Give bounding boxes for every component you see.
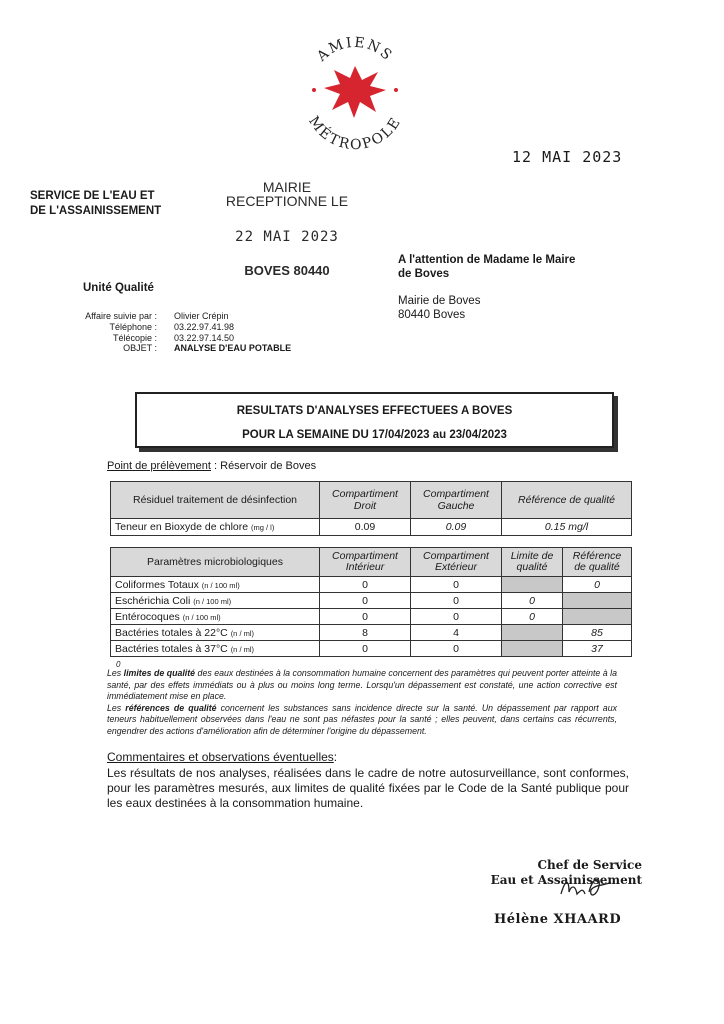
logo-bottom-text: MÉTROPOLE	[305, 113, 405, 154]
value-limit: 0	[502, 593, 563, 609]
stamp-line2: RECEPTIONNE LE	[225, 193, 349, 209]
microbiology-table	[110, 547, 632, 657]
attention-block	[398, 253, 575, 281]
attention-line1: A l'attention de Madame le Maire	[398, 254, 576, 266]
param-name: Bactéries totales à 22°C	[115, 626, 228, 639]
param-name: Coliformes Totaux	[115, 578, 199, 591]
comments-text: Les résultats de nos analyses, réalisées dans le cadre de notre autosurveillance, sont conformes, pour les paramètres mesurés, aux limites de qualité fixées par le Code de la Santé publique pour les eaux destinées à la consommation humaine.	[107, 766, 629, 810]
value-limit	[502, 641, 563, 657]
t2-header-interior: Compartiment Intérieur	[320, 548, 411, 577]
meta-value: Olivier Crépin	[174, 311, 229, 321]
received-date-stamp: 12 MAI 2023	[512, 148, 623, 166]
value-ref	[563, 593, 632, 609]
t1-param	[111, 519, 320, 536]
t1-value-right: 0.09	[320, 519, 411, 536]
note-references	[107, 703, 617, 738]
value-ref: 0	[563, 577, 632, 593]
value-exterior: 0	[411, 641, 502, 657]
disinfection-table	[110, 481, 632, 536]
param-name: Teneur en Bioxyde de chlore	[115, 521, 249, 533]
value-exterior: 4	[411, 625, 502, 641]
t1-header-param: Résiduel traitement de désinfection	[111, 482, 320, 519]
note2-term: références de qualité	[125, 702, 217, 713]
logo-dot-right	[394, 88, 398, 92]
zero-footnote-mark: 0	[116, 660, 121, 669]
meta-key: OBJET :	[123, 343, 157, 354]
logo-dot-left	[312, 88, 316, 92]
meta-row	[40, 311, 291, 322]
t2-header-ref: Référence de qualité	[563, 548, 632, 577]
param-unit: (n / ml)	[230, 628, 255, 638]
meta-value: ANALYSE D'EAU POTABLE	[174, 343, 292, 354]
t1-header-left: Compartiment Gauche	[411, 482, 502, 519]
value-ref: 85	[563, 625, 632, 641]
note2-prefix: Les	[107, 702, 126, 713]
svg-text:MÉTROPOLE	[305, 114, 404, 154]
value-exterior: 0	[411, 593, 502, 609]
param-unit: (mg / l)	[251, 523, 275, 532]
value-ref: 37	[563, 641, 632, 657]
note1-term: limites de qualité	[123, 668, 196, 678]
amiens-metropole-logo	[290, 28, 420, 158]
signatory-name: Hélène XHAARD	[494, 912, 622, 927]
t2-param	[111, 641, 320, 657]
t1-header-right: Compartiment Droit	[320, 482, 411, 519]
handwritten-signature-icon	[555, 872, 615, 904]
t2-header-limit: Limite de qualité	[502, 548, 563, 577]
param-unit: (n / 100 ml)	[182, 612, 221, 622]
value-ref	[563, 609, 632, 625]
meta-key: Téléphone :	[109, 321, 157, 332]
value-exterior: 0	[411, 577, 502, 593]
stamp-town: BOVES 80440	[244, 263, 330, 278]
value-interior: 0	[320, 641, 411, 657]
stamp-line1: MAIRIE	[262, 179, 312, 195]
t2-param	[111, 593, 320, 609]
note2-text: concernent les substances sans incidence directe sur la santé. Un dépassement par rapport aux teneurs habituellement observées dans l'eau ne sont pas néfastes pour la santé ; elles peuvent, dans certains cas récurrents, engendrer des actions d'amélioration afin de déterminer l'origine du dépassement.	[107, 702, 617, 736]
table-row	[111, 577, 632, 593]
signature-line1: Chef de Service	[537, 858, 642, 872]
angel-emblem-icon	[324, 66, 386, 118]
service-line1: SERVICE DE L'EAU ET	[30, 190, 155, 202]
table-row	[111, 609, 632, 625]
param-unit: (n / ml)	[230, 644, 255, 654]
results-title-box	[135, 392, 614, 448]
address-line2: 80440 Boves	[398, 309, 466, 321]
mairie-stamp	[212, 180, 362, 278]
value-interior: 0	[320, 593, 411, 609]
stamp-date: 22 MAI 2023	[235, 229, 339, 245]
comments-title-suffix: :	[333, 750, 338, 764]
attention-line2: de Boves	[398, 268, 450, 280]
service-line2: DE L'ASSAINISSEMENT	[30, 205, 162, 217]
t2-param	[111, 577, 320, 593]
meta-block	[40, 311, 291, 354]
note1-text: des eaux destinées à la consommation humaine concernent des paramètres qui peuvent porter atteinte à la santé, par des effets immédiats ou à plus ou moins long terme. Lorsqu'un dépassement est constaté, une action corrective est immédiatement mise en place.	[107, 668, 617, 701]
param-unit: (n / 100 ml)	[193, 596, 232, 606]
param-unit: (n / 100 ml)	[201, 580, 240, 590]
table-row	[111, 593, 632, 609]
meta-value: 03.22.97.14.50	[174, 332, 235, 343]
sampling-point-label: Point de prélèvement	[107, 460, 211, 472]
t2-header-exterior: Compartiment Extérieur	[411, 548, 502, 577]
t1-header-ref: Référence de qualité	[502, 482, 632, 519]
meta-row	[40, 333, 291, 344]
t1-value-left: 0.09	[411, 519, 502, 536]
recipient-address	[398, 294, 480, 322]
svg-text:AMIENS	[313, 35, 396, 66]
service-name	[30, 189, 161, 219]
sampling-point-value: : Réservoir de Boves	[210, 460, 317, 472]
param-name: Entérocoques	[115, 610, 180, 623]
t2-param	[111, 609, 320, 625]
meta-key: Affaire suivie par :	[85, 311, 157, 321]
address-line1: Mairie de Boves	[398, 295, 481, 307]
table-row	[111, 519, 632, 536]
value-interior: 8	[320, 625, 411, 641]
table-row	[111, 625, 632, 641]
meta-row	[40, 343, 291, 354]
comments-title-text: Commentaires et observations éventuelles	[107, 750, 334, 764]
t2-header-param: Paramètres microbiologiques	[111, 548, 320, 577]
quality-notes	[107, 668, 617, 737]
title-line2: POUR LA SEMAINE DU 17/04/2023 au 23/04/2023	[242, 429, 507, 441]
value-limit: 0	[502, 609, 563, 625]
signature-line2: Eau et Assainissement	[490, 873, 642, 887]
param-name: Eschérichia Coli	[115, 594, 191, 607]
value-exterior: 0	[411, 609, 502, 625]
title-line1: RESULTATS D'ANALYSES EFFECTUEES A BOVES	[236, 405, 513, 417]
value-limit	[502, 625, 563, 641]
note1-prefix: Les	[107, 668, 124, 678]
meta-key: Télécopie :	[112, 332, 157, 343]
logo-top-text: AMIENS	[314, 34, 396, 65]
param-name: Bactéries totales à 37°C	[115, 642, 228, 655]
value-interior: 0	[320, 577, 411, 593]
sampling-point	[107, 460, 316, 472]
unite-qualite: Unité Qualité	[83, 282, 154, 294]
value-interior: 0	[320, 609, 411, 625]
t2-param	[111, 625, 320, 641]
note-limits	[107, 668, 617, 703]
meta-value: 03.22.97.41.98	[174, 321, 235, 332]
t1-value-ref: 0.15 mg/l	[502, 519, 632, 536]
table-row	[111, 641, 632, 657]
comments-title	[107, 750, 337, 764]
value-limit	[502, 577, 563, 593]
meta-row	[40, 322, 291, 333]
